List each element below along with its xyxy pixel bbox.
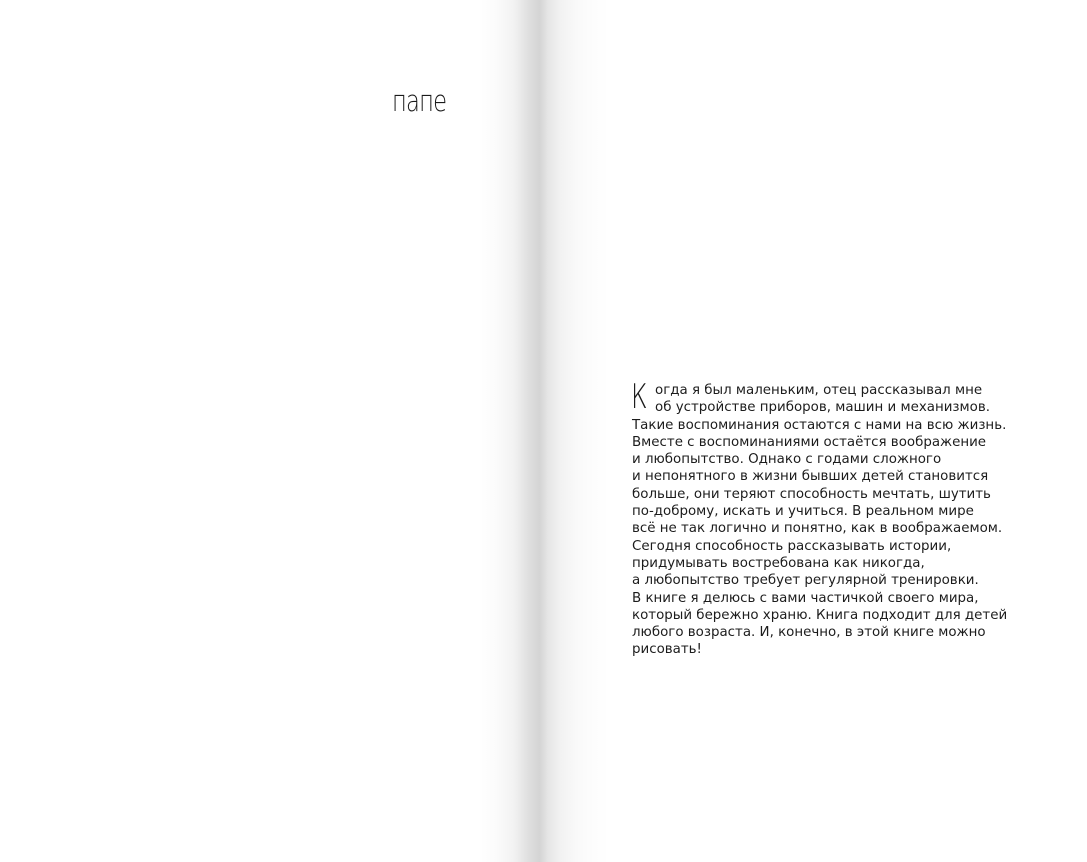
left-page <box>0 0 543 862</box>
foreword-body: огда я был маленьким, отец рассказывал мне об устройстве приборов, машин и механизмов. Такие воспоминания остаются с нами на всю жизнь. Вместе с воспоминаниями остаётся воображение и любопытство. Однако с годами сложного и непонятного в жизни бывших детей становится больше, они теряют способность мечтать, шутить по-доброму, искать и учиться. В реальном мире всё не так логично и понятно, как в воображаемом. Сегодня способность рассказывать истории, придумывать востребована как никогда, а любопытство требует регулярной тренировки. В книге я делюсь с вами частичкой своего мира, который бережно храню. Книга подходит для детей любого возраста. И, конечно, в этой книге можно рисовать! <box>632 383 1008 658</box>
drop-cap-letter: К <box>631 377 648 417</box>
foreword-paragraph <box>631 377 1017 659</box>
dedication-text: папе <box>392 84 447 118</box>
